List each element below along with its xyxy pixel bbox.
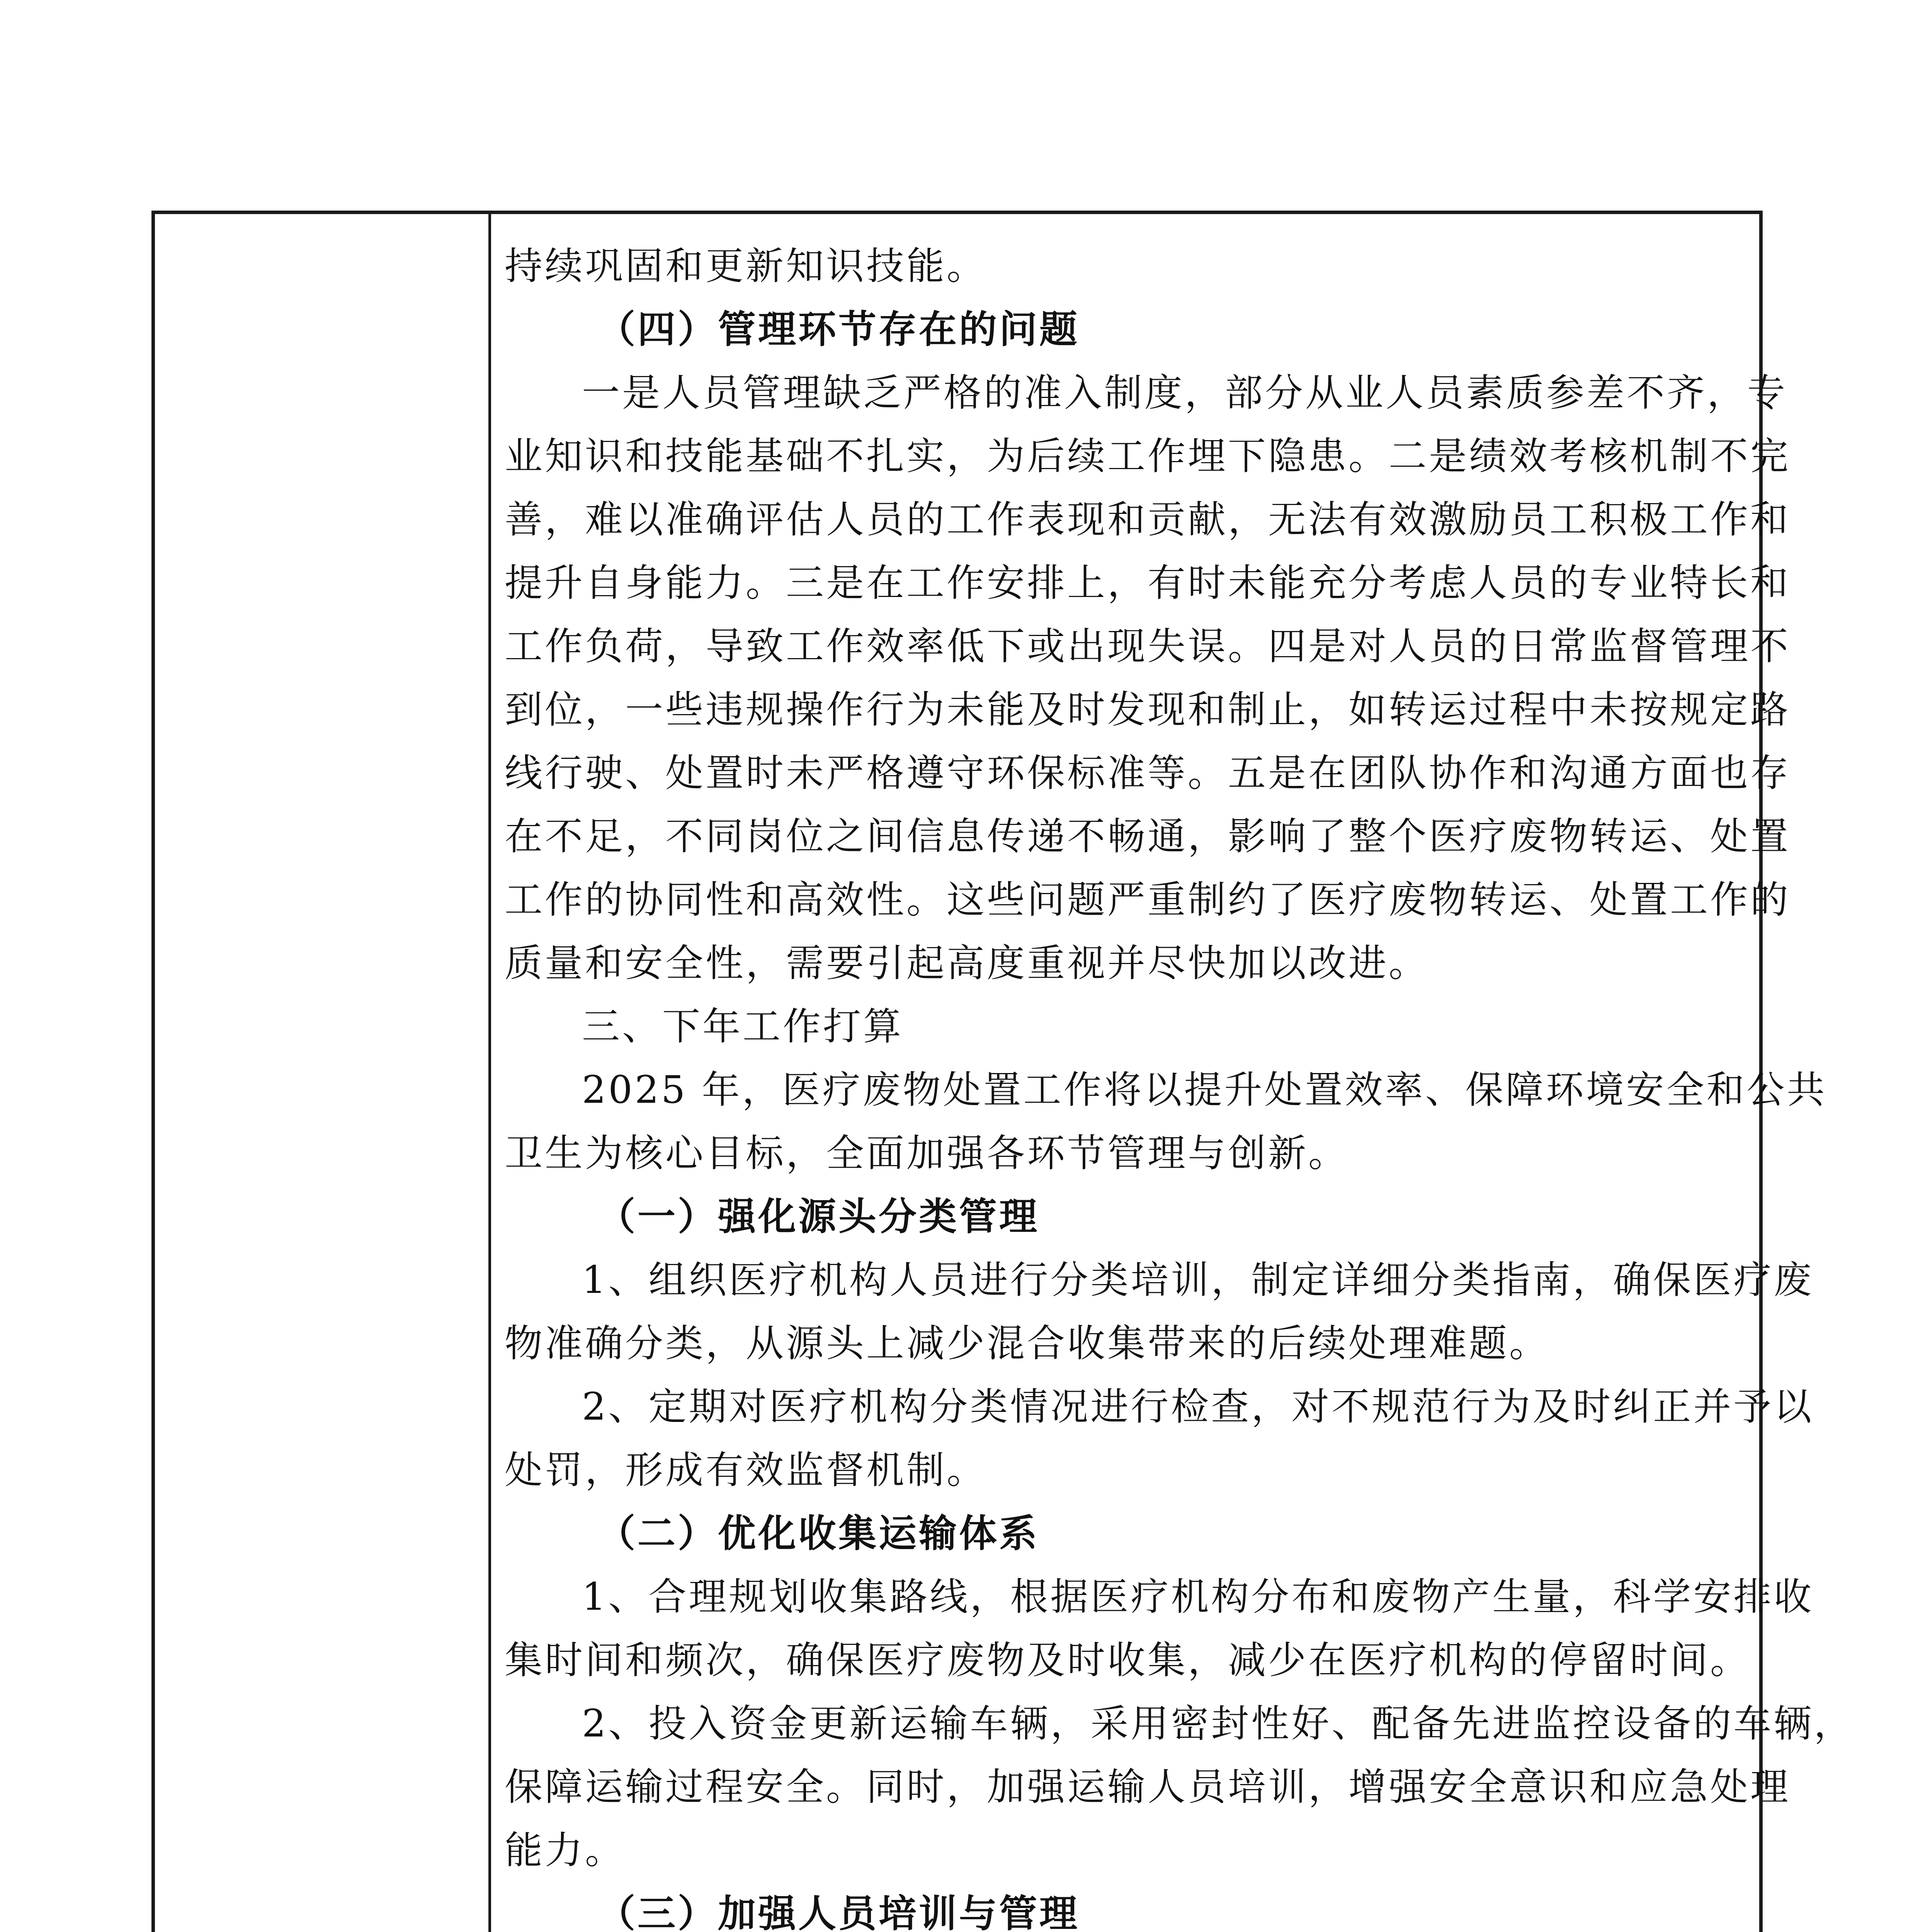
text-line: 质量和安全性，需要引起高度重视并尽快加以改进。 [505, 941, 1429, 985]
text-line: 处罚，形成有效监督机制。 [505, 1448, 987, 1492]
text-line: 物准确分类，从源头上减少混合收集带来的后续处理难题。 [505, 1321, 1550, 1366]
text-line: 持续巩固和更新知识技能。 [505, 244, 987, 288]
table-content-cell [505, 214, 1854, 1932]
text-line: 一是人员管理缺乏严格的准入制度，部分从业人员素质参差不齐，专 [582, 371, 1788, 415]
section-heading: （一）强化源头分类管理 [597, 1194, 1040, 1239]
section-heading: （二）优化收集运输体系 [597, 1511, 1040, 1556]
text-line: 集时间和频次，确保医疗废物及时收集，减少在医疗机构的停留时间。 [505, 1638, 1751, 1682]
text-line: 线行驶、处置时未严格遵守环保标准等。五是在团队协作和沟通方面也存 [505, 751, 1791, 795]
text-line: 到位，一些违规操作行为未能及时发现和制止，如转运过程中未按规定路 [505, 688, 1791, 732]
text-line: 善，难以准确评估人员的工作表现和贡献，无法有效激励员工积极工作和 [505, 498, 1791, 542]
text-line: 能力。 [505, 1828, 626, 1872]
text-line: 卫生为核心目标，全面加强各环节管理与创新。 [505, 1131, 1349, 1175]
text-line: 2、定期对医疗机构分类情况进行检查，对不规范行为及时纠正并予以 [582, 1385, 1814, 1429]
text-line: 2025 年，医疗废物处置工作将以提升处置效率、保障环境安全和公共 [582, 1068, 1827, 1112]
table-left-cell [155, 214, 491, 1932]
section-heading: （三）加强人员培训与管理 [597, 1891, 1080, 1932]
document-table [151, 211, 1854, 1932]
text-line: 工作的协同性和高效性。这些问题严重制约了医疗废物转运、处置工作的 [505, 878, 1791, 922]
text-line: 1、组织医疗机构人员进行分类培训，制定详细分类指南，确保医疗废 [582, 1258, 1814, 1302]
text-line: 1、合理规划收集路线，根据医疗机构分布和废物产生量，科学安排收 [582, 1575, 1814, 1619]
text-line: 工作负荷，导致工作效率低下或出现失误。四是对人员的日常监督管理不 [505, 624, 1791, 668]
text-line: 提升自身能力。三是在工作安排上，有时未能充分考虑人员的专业特长和 [505, 561, 1791, 605]
text-line: 业知识和技能基础不扎实，为后续工作埋下隐患。二是绩效考核机制不完 [505, 434, 1791, 478]
section-heading: （四）管理环节存在的问题 [597, 307, 1080, 352]
text-line: 三、下年工作打算 [582, 1005, 904, 1049]
text-line: 保障运输过程安全。同时，加强运输人员培训，增强安全意识和应急处理 [505, 1765, 1791, 1809]
text-line: 2、投入资金更新运输车辆，采用密封性好、配备先进监控设备的车辆， [582, 1702, 1854, 1746]
text-line: 在不足，不同岗位之间信息传递不畅通，影响了整个医疗废物转运、处置 [505, 815, 1791, 859]
